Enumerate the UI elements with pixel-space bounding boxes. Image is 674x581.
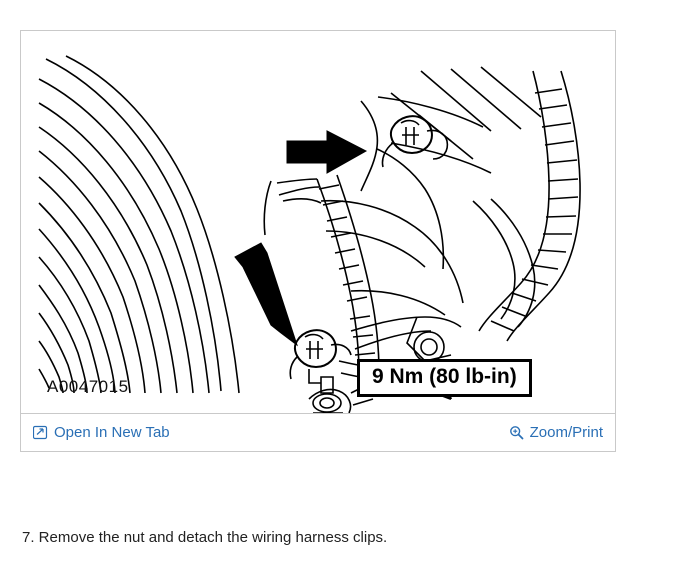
zoom-print-button[interactable] [509,425,603,440]
figure-card [20,30,616,452]
open-in-new-tab-icon [33,425,48,440]
open-in-new-tab-button[interactable] [33,425,170,440]
step-instruction-text: 7. Remove the nut and detach the wiring harness clips. [22,529,388,546]
figure-caption-id: A0047015 [47,377,129,396]
zoom-print-label: Zoom/Print [529,424,603,441]
open-in-new-tab-label: Open In New Tab [54,424,170,441]
technical-illustration [21,31,615,413]
figure-image [21,31,615,413]
magnifier-icon [509,425,524,440]
torque-specification-label: 9 Nm (80 lb-in) [357,359,532,397]
figure-toolbar [21,413,615,451]
